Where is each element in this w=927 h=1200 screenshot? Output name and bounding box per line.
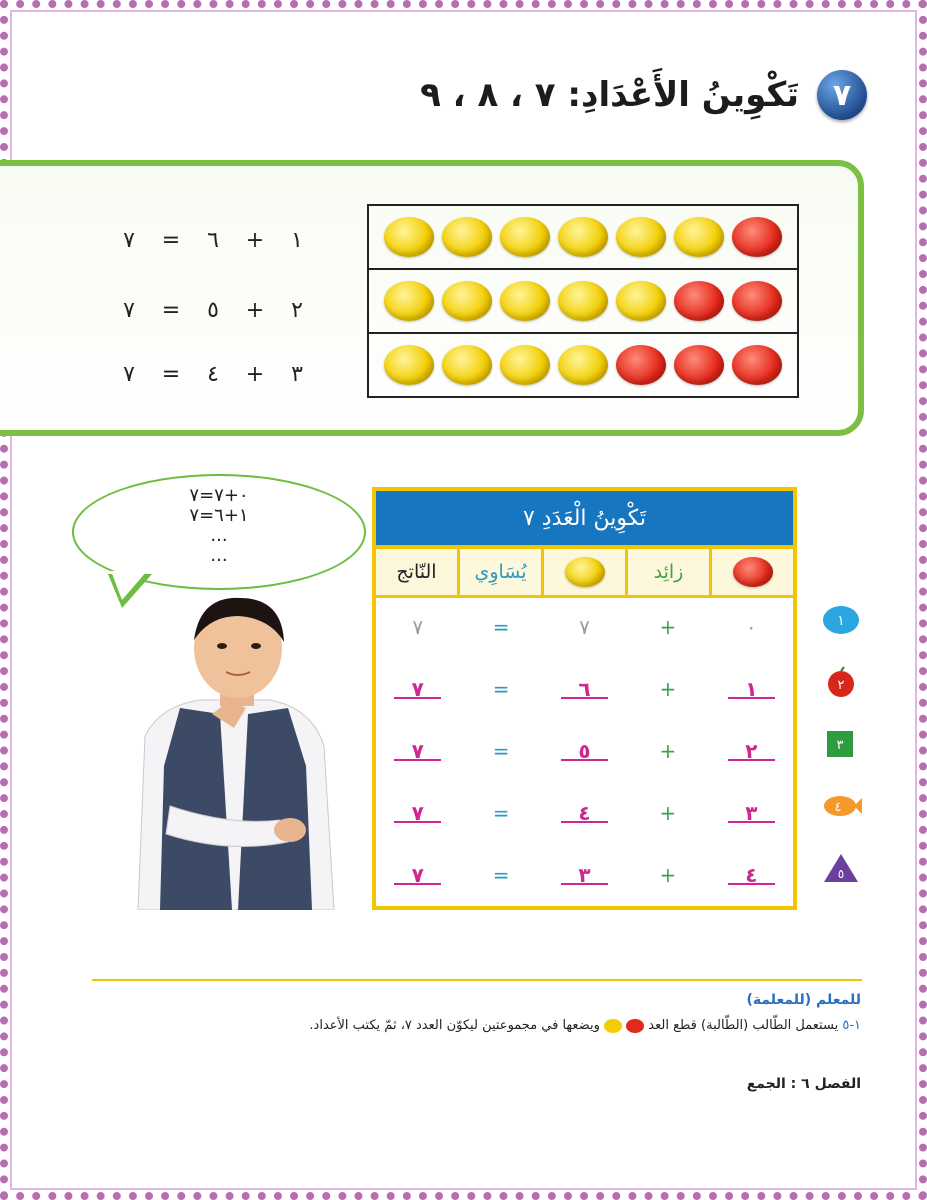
bubble-line: ١+٦=٧ bbox=[189, 505, 249, 526]
row-marker-2: ٢ bbox=[837, 678, 845, 693]
red-counter bbox=[732, 281, 782, 321]
teacher-note-text-2: ويضعها في مجموعتين ليكوّن العدد ٧، ثمّ يكتب الأعداد. bbox=[309, 1018, 600, 1033]
equation-row-3 bbox=[108, 362, 318, 387]
table-row bbox=[376, 669, 793, 709]
red-count: ٢ bbox=[710, 739, 793, 763]
red-count: ٤ bbox=[710, 863, 793, 887]
result: ٧ bbox=[376, 739, 459, 763]
counter-row-2 bbox=[369, 270, 797, 334]
legend-result: النّاتج bbox=[376, 549, 457, 595]
yellow-counter bbox=[442, 345, 492, 385]
yellow-counter bbox=[500, 217, 550, 257]
purple-triangle-icon bbox=[820, 852, 862, 884]
red-counter bbox=[732, 217, 782, 257]
yellow-counter bbox=[616, 217, 666, 257]
yellow-counter bbox=[616, 281, 666, 321]
result: ٧ bbox=[376, 863, 459, 887]
red-count: ٣ bbox=[710, 801, 793, 825]
blue-circle-icon bbox=[820, 604, 862, 636]
plus-sign: + bbox=[659, 615, 677, 639]
eq-addend-b: ٦ bbox=[207, 228, 219, 253]
lesson-number-badge: ٧ bbox=[817, 70, 867, 120]
eq-result: ٧ bbox=[123, 362, 135, 387]
equals-sign: = bbox=[492, 863, 510, 887]
red-count: ١ bbox=[710, 677, 793, 701]
red-counter bbox=[732, 345, 782, 385]
fish-icon bbox=[820, 790, 862, 822]
eq-addend-a: ٢ bbox=[291, 298, 303, 323]
row-marker-1: ١ bbox=[837, 613, 845, 629]
yellow-counter bbox=[674, 217, 724, 257]
eq-equals: = bbox=[161, 228, 181, 253]
eq-plus: + bbox=[245, 362, 265, 387]
equals-sign: = bbox=[492, 801, 510, 825]
result: ٧ bbox=[376, 677, 459, 701]
table-row bbox=[376, 793, 793, 833]
red-counter-icon bbox=[626, 1019, 644, 1033]
eq-plus: + bbox=[245, 298, 265, 323]
lesson-title bbox=[420, 70, 867, 120]
yellow-counter-icon bbox=[604, 1019, 622, 1033]
yellow-counter bbox=[558, 217, 608, 257]
red-counter-icon bbox=[733, 557, 773, 587]
plus-sign: + bbox=[659, 739, 677, 763]
yellow-counter bbox=[500, 345, 550, 385]
yellow-counter bbox=[558, 345, 608, 385]
red-counter bbox=[674, 345, 724, 385]
yellow-counter bbox=[442, 281, 492, 321]
legend-red-counter bbox=[709, 549, 793, 595]
eq-equals: = bbox=[161, 298, 181, 323]
result: ٧ bbox=[412, 615, 424, 639]
counter-grid bbox=[367, 204, 799, 398]
eq-addend-a: ١ bbox=[291, 228, 303, 253]
result: ٧ bbox=[376, 801, 459, 825]
yellow-count: ٦ bbox=[543, 677, 626, 701]
plus-sign: + bbox=[659, 677, 677, 701]
red-counter bbox=[616, 345, 666, 385]
equation-row-2 bbox=[108, 298, 318, 323]
yellow-count: ٤ bbox=[543, 801, 626, 825]
red-counter bbox=[674, 281, 724, 321]
teacher-note bbox=[309, 1018, 861, 1033]
teacher-note-title: للمعلم (للمعلمة) bbox=[746, 992, 861, 1008]
plus-sign: + bbox=[659, 863, 677, 887]
row-marker-3: ٣ bbox=[836, 738, 844, 753]
footer-divider bbox=[92, 979, 862, 981]
table-title: تَكْوِينُ الْعَدَدِ ٧ bbox=[376, 491, 793, 549]
red-count: ٠ bbox=[745, 615, 757, 639]
eq-addend-b: ٤ bbox=[207, 362, 219, 387]
equals-sign: = bbox=[492, 677, 510, 701]
yellow-counter bbox=[384, 281, 434, 321]
eq-addend-a: ٣ bbox=[291, 362, 303, 387]
lesson-title-text: تَكْوِينُ الأَعْدَادِ: ٧ ، ٨ ، ٩ bbox=[420, 75, 799, 115]
yellow-count: ٣ bbox=[543, 863, 626, 887]
green-square-icon bbox=[820, 728, 862, 760]
teacher-note-text-1: يستعمل الطّالب (الطّالبة) قطع العد bbox=[648, 1018, 839, 1033]
yellow-counter bbox=[500, 281, 550, 321]
counter-row-1 bbox=[369, 206, 797, 270]
yellow-count: ٧ bbox=[579, 615, 590, 639]
yellow-counter bbox=[384, 345, 434, 385]
bubble-line: ... bbox=[210, 545, 228, 566]
legend-equals: يُسَاوِي bbox=[457, 549, 541, 595]
table-row bbox=[376, 731, 793, 771]
legend-plus: زائِد bbox=[625, 549, 709, 595]
yellow-count: ٥ bbox=[543, 739, 626, 763]
yellow-counter-icon bbox=[565, 557, 605, 587]
composition-table bbox=[372, 487, 797, 910]
bubble-line: ٠+٧=٧ bbox=[189, 485, 249, 506]
eq-addend-b: ٥ bbox=[207, 298, 219, 323]
teacher-note-ref: ١-٥ bbox=[842, 1018, 861, 1033]
legend-yellow-counter bbox=[541, 549, 625, 595]
bubble-line: ... bbox=[210, 525, 228, 546]
equals-sign: = bbox=[492, 615, 510, 639]
eq-result: ٧ bbox=[123, 228, 135, 253]
apple-icon bbox=[820, 666, 862, 698]
eq-plus: + bbox=[245, 228, 265, 253]
yellow-counter bbox=[384, 217, 434, 257]
row-marker-4: ٤ bbox=[834, 800, 842, 815]
row-marker-5: ٥ bbox=[837, 867, 845, 881]
plus-sign: + bbox=[659, 801, 677, 825]
thinking-boy-illustration bbox=[120, 596, 350, 910]
eq-result: ٧ bbox=[123, 298, 135, 323]
yellow-counter bbox=[558, 281, 608, 321]
table-legend bbox=[376, 549, 793, 598]
equals-sign: = bbox=[492, 739, 510, 763]
yellow-counter bbox=[442, 217, 492, 257]
equation-row-1 bbox=[108, 228, 318, 253]
table-row bbox=[376, 607, 793, 647]
table-row bbox=[376, 855, 793, 895]
eq-equals: = bbox=[161, 362, 181, 387]
counter-row-3 bbox=[369, 334, 797, 396]
chapter-footer: الفصل ٦ : الجمع bbox=[746, 1076, 861, 1092]
